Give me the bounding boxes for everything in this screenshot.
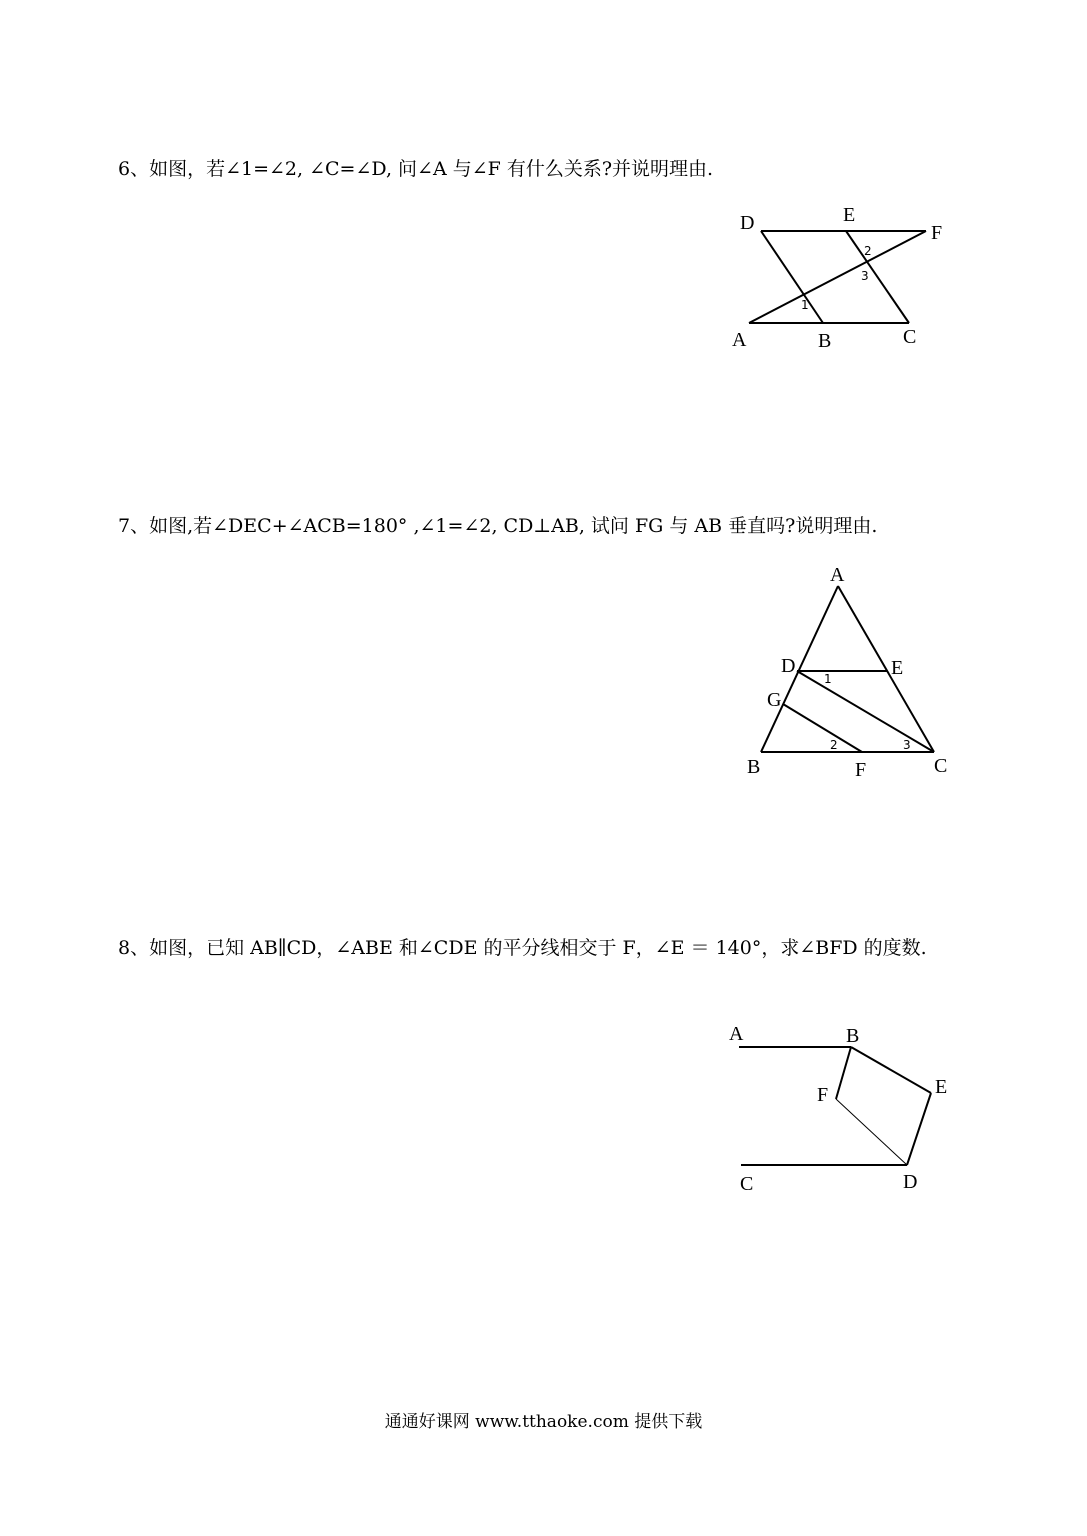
point-label-a: A [729,1023,744,1045]
point-label-d: D [740,212,755,234]
point-label-b: B [818,330,832,352]
question-6-text: 6、如图，若∠1=∠2, ∠C=∠D, 问∠A 与∠F 有什么关系?并说明理由. [118,158,714,180]
point-label-a: A [732,329,747,351]
angle-label-1: 1 [824,672,832,686]
angle-label-2: 2 [830,738,838,752]
point-label-c: C [740,1173,754,1195]
point-label-e: E [935,1076,948,1098]
point-label-b: B [747,756,761,778]
point-label-a: A [830,564,845,586]
segment-ed [907,1093,931,1165]
point-label-b: B [846,1025,860,1047]
point-label-e: E [891,657,904,679]
question-8-text: 8、如图，已知 AB∥CD，∠ABE 和∠CDE 的平分线相交于 F，∠E ＝ 140°，求∠BFD 的度数. [118,937,927,959]
angle-label-2: 2 [864,244,872,258]
footer-source: 通通好课网 www.tthaoke.com 提供下载 [384,1412,703,1432]
angle-label-1: 1 [801,298,809,312]
angle-label-3: 3 [861,269,869,283]
question-7-text: 7、如图,若∠DEC+∠ACB=180° ,∠1=∠2, CD⊥AB, 试问 FG 与 AB 垂直吗?说明理由. [118,515,878,537]
segment-fd [836,1099,907,1165]
point-label-f: F [931,222,943,244]
point-label-c: C [903,326,917,348]
angle-label-3: 3 [903,738,911,752]
point-label-f: F [817,1084,829,1106]
point-label-f: F [855,759,867,781]
point-label-d: D [781,655,796,677]
segment-be [851,1047,931,1093]
point-label-e: E [843,204,856,226]
point-label-c: C [934,755,948,777]
point-label-g: G [767,689,782,711]
point-label-d: D [903,1171,918,1193]
segment-bf [836,1047,851,1099]
